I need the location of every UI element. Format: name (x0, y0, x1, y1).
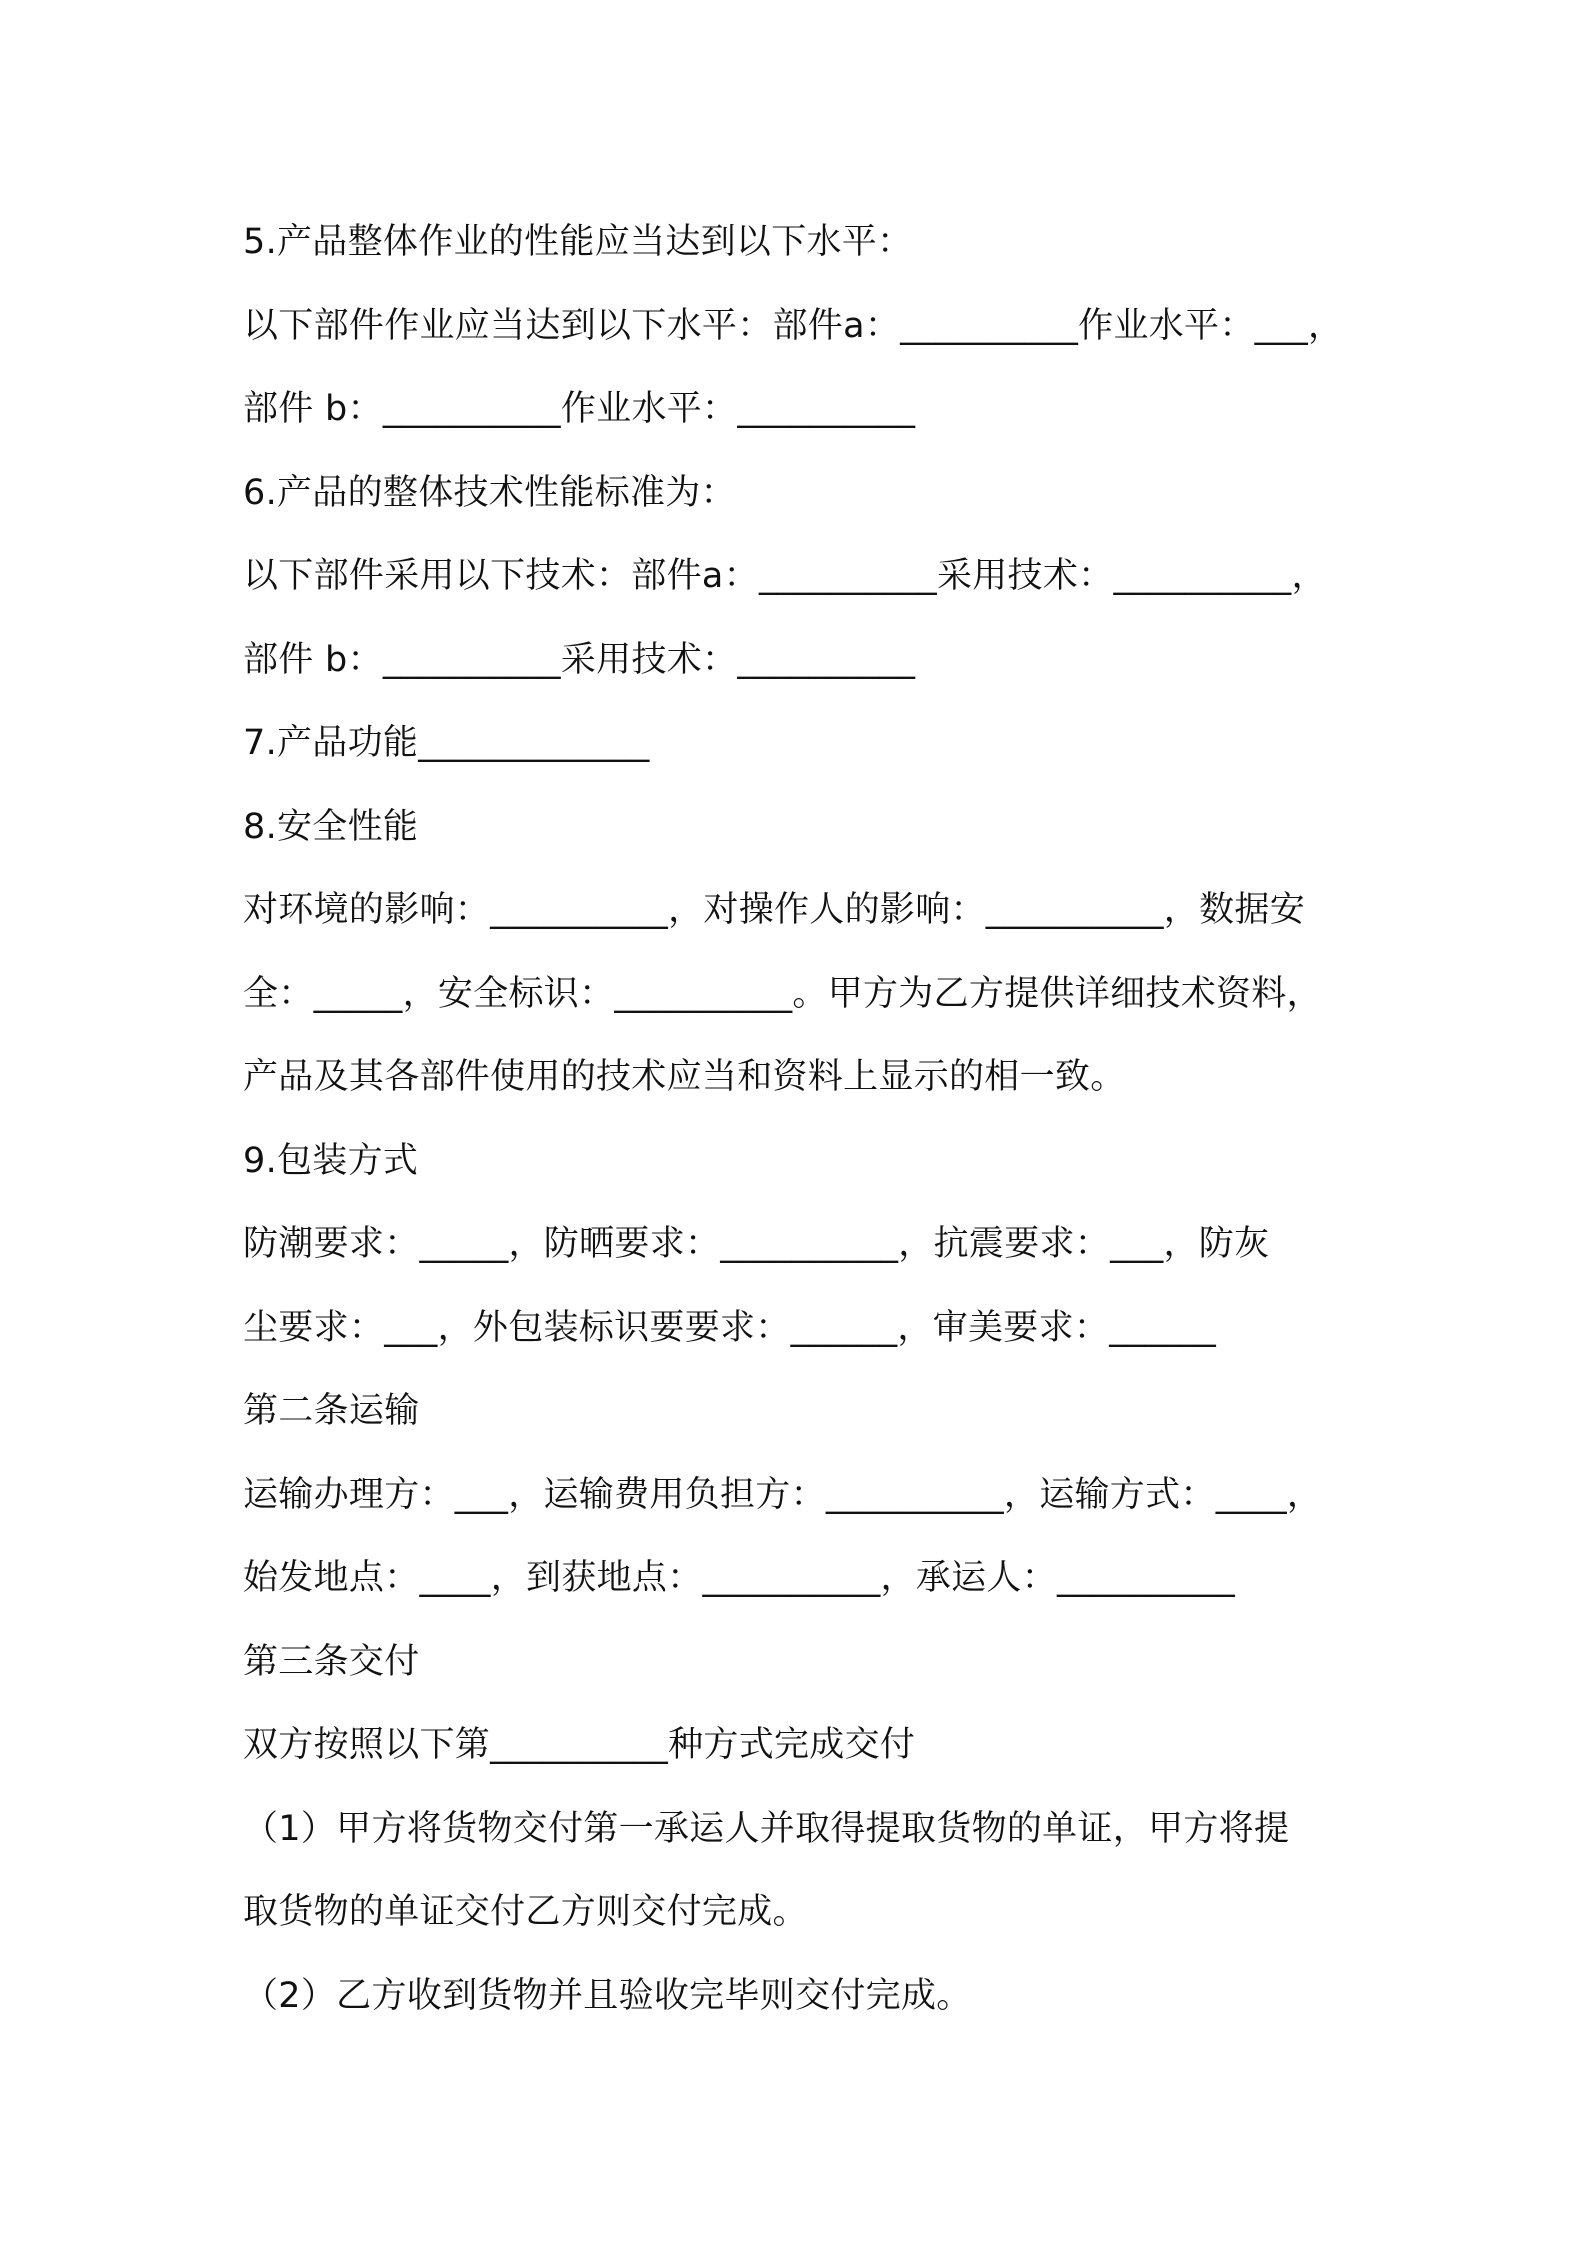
text-line: 始发地点：____，到获地点：__________，承运人：__________ (243, 1558, 1236, 1598)
text-line: （2）乙方收到货物并且验收完毕则交付完成。 (243, 1975, 972, 2016)
text-line: 5.产品整体作业的性能应当达到以下水平： (243, 222, 913, 262)
text-line: 产品及其各部件使用的技术应当和资料上显示的相一致。 (243, 1057, 1126, 1097)
text-line: 双方按照以下第__________种方式完成交付 (243, 1725, 916, 1765)
text-line: 运输办理方：___，运输费用负担方：__________，运输方式：____， (243, 1474, 1323, 1515)
text-line: 8.安全性能 (243, 806, 419, 847)
text-line: 全：_____，安全标识：__________。甲方为乙方提供详细技术资料， (243, 973, 1322, 1014)
text-line: 防潮要求：_____，防晒要求：__________，抗震要求：___，防灰 (243, 1224, 1270, 1264)
text-line: 以下部件作业应当达到以下水平：部件a：__________作业水平：___， (243, 305, 1344, 346)
text-line: 6.产品的整体技术性能标准为： (243, 472, 736, 513)
text-line: 第二条运输 (243, 1391, 420, 1431)
text-line: 尘要求：___，外包装标识要要求：______，审美要求：______ (243, 1307, 1217, 1348)
text-line: 取货物的单证交付乙方则交付完成。 (243, 1892, 808, 1932)
text-line: 第三条交付 (243, 1641, 420, 1682)
text-line: 部件 b：__________采用技术：__________ (243, 639, 916, 680)
text-line: 对环境的影响：__________，对操作人的影响：__________，数据安 (243, 890, 1306, 930)
text-line: 9.包装方式 (243, 1140, 419, 1181)
document-body (243, 201, 1363, 2038)
text-line: 以下部件采用以下技术：部件a：__________采用技术：__________， (243, 556, 1327, 596)
text-line: 部件 b：__________作业水平：__________ (243, 389, 916, 429)
text-line: （1）甲方将货物交付第一承运人并取得提取货物的单证，甲方将提 (243, 1808, 1290, 1849)
text-line: 7.产品功能_____________ (243, 723, 650, 763)
